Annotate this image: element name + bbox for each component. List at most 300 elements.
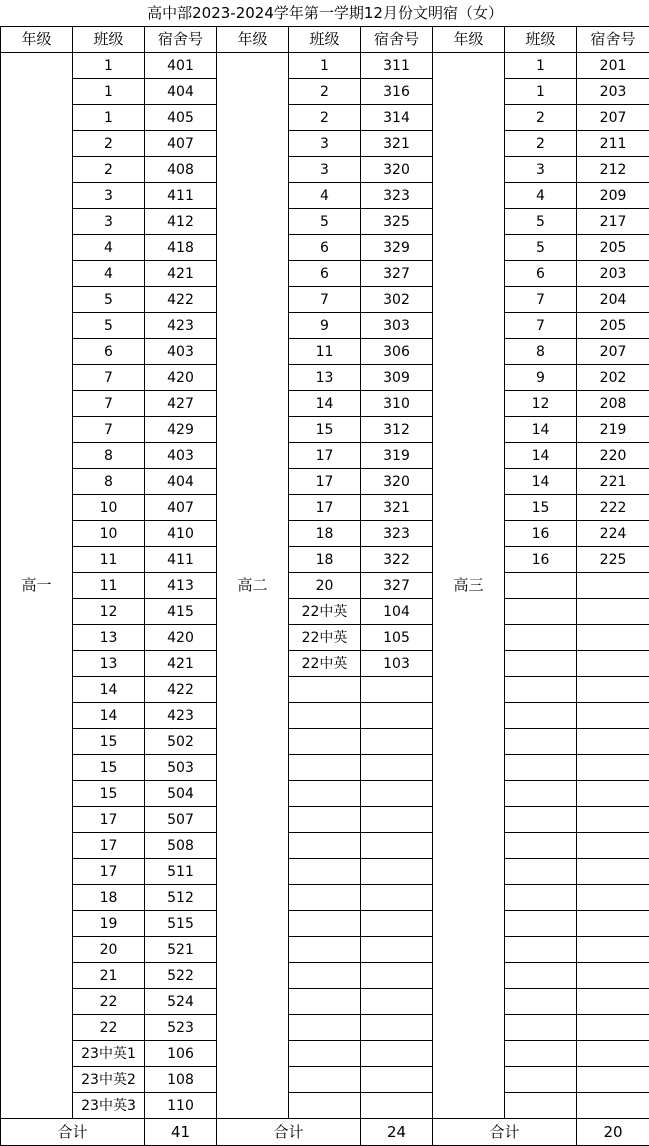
class-cell: 17 (289, 443, 361, 469)
dorm-cell: 523 (145, 1015, 217, 1041)
class-cell (505, 937, 577, 963)
dorm-cell: 415 (145, 599, 217, 625)
class-cell: 17 (289, 469, 361, 495)
class-cell (505, 807, 577, 833)
dorm-cell: 411 (145, 547, 217, 573)
class-cell: 2 (505, 105, 577, 131)
class-cell: 12 (73, 599, 145, 625)
class-cell (505, 1015, 577, 1041)
dorm-cell: 321 (361, 131, 433, 157)
class-cell: 10 (73, 495, 145, 521)
dorm-cell: 204 (577, 287, 649, 313)
dorm-cell (361, 1041, 433, 1067)
dorm-cell: 225 (577, 547, 649, 573)
dorm-cell: 207 (577, 105, 649, 131)
class-cell: 3 (289, 131, 361, 157)
class-cell: 16 (505, 521, 577, 547)
dorm-cell (577, 963, 649, 989)
dorm-cell: 421 (145, 651, 217, 677)
dorm-cell: 311 (361, 53, 433, 79)
table-row (1, 105, 649, 131)
class-cell: 22 (73, 989, 145, 1015)
class-cell: 5 (289, 209, 361, 235)
dorm-cell: 418 (145, 235, 217, 261)
dorm-cell: 427 (145, 391, 217, 417)
dorm-cell (361, 937, 433, 963)
dorm-cell: 110 (145, 1093, 217, 1119)
class-cell: 5 (505, 209, 577, 235)
header-grade-1: 年级 (1, 27, 73, 53)
grade-cell: 高二 (217, 53, 289, 1119)
class-cell: 7 (73, 391, 145, 417)
dorm-cell (361, 963, 433, 989)
class-cell: 11 (73, 573, 145, 599)
table-row (1, 625, 649, 651)
class-cell: 3 (73, 209, 145, 235)
table-row (1, 365, 649, 391)
dorm-cell: 106 (145, 1041, 217, 1067)
dorm-cell: 309 (361, 365, 433, 391)
dorm-cell: 423 (145, 703, 217, 729)
class-cell: 8 (505, 339, 577, 365)
class-cell: 16 (505, 547, 577, 573)
dorm-cell: 422 (145, 677, 217, 703)
total-value: 24 (361, 1119, 433, 1146)
class-cell (505, 1093, 577, 1119)
class-cell: 2 (505, 131, 577, 157)
class-cell (505, 677, 577, 703)
class-cell: 15 (289, 417, 361, 443)
header-row (1, 27, 649, 53)
header-dorm-2: 宿舍号 (361, 27, 433, 53)
dorm-cell: 202 (577, 365, 649, 391)
class-cell: 17 (289, 495, 361, 521)
class-cell: 14 (505, 443, 577, 469)
table-row (1, 1093, 649, 1119)
class-cell (289, 937, 361, 963)
table-row (1, 807, 649, 833)
class-cell: 1 (505, 79, 577, 105)
dorm-cell: 411 (145, 183, 217, 209)
table-row (1, 833, 649, 859)
dorm-cell (361, 859, 433, 885)
class-cell (289, 989, 361, 1015)
dorm-cell: 327 (361, 261, 433, 287)
class-cell: 12 (505, 391, 577, 417)
dorm-cell (577, 807, 649, 833)
table-row (1, 339, 649, 365)
class-cell: 6 (73, 339, 145, 365)
table-row (1, 495, 649, 521)
class-cell: 5 (73, 313, 145, 339)
dorm-cell: 205 (577, 235, 649, 261)
dorm-cell (577, 1093, 649, 1119)
dorm-cell: 420 (145, 365, 217, 391)
dorm-cell (361, 1067, 433, 1093)
dorm-cell (577, 859, 649, 885)
class-cell: 15 (73, 729, 145, 755)
class-cell: 10 (73, 521, 145, 547)
class-cell: 11 (73, 547, 145, 573)
class-cell (505, 703, 577, 729)
header-dorm-1: 宿舍号 (145, 27, 217, 53)
class-cell (289, 781, 361, 807)
class-cell: 7 (289, 287, 361, 313)
class-cell: 22中英 (289, 625, 361, 651)
dorm-cell: 322 (361, 547, 433, 573)
dorm-cell: 408 (145, 157, 217, 183)
dorm-cell: 306 (361, 339, 433, 365)
dorm-cell: 405 (145, 105, 217, 131)
class-cell: 14 (73, 703, 145, 729)
dorm-cell: 422 (145, 287, 217, 313)
class-cell (505, 599, 577, 625)
class-cell (289, 807, 361, 833)
dorm-cell: 219 (577, 417, 649, 443)
class-cell: 22中英 (289, 599, 361, 625)
class-cell: 5 (73, 287, 145, 313)
class-cell: 4 (73, 235, 145, 261)
class-cell (289, 885, 361, 911)
dorm-cell (361, 1093, 433, 1119)
class-cell (289, 1015, 361, 1041)
header-class-1: 班级 (73, 27, 145, 53)
dorm-cell: 320 (361, 157, 433, 183)
header-dorm-3: 宿舍号 (577, 27, 649, 53)
class-cell: 4 (289, 183, 361, 209)
table-row (1, 209, 649, 235)
dorm-cell (361, 911, 433, 937)
class-cell (505, 1067, 577, 1093)
class-cell (289, 1067, 361, 1093)
dorm-cell (577, 1041, 649, 1067)
table-row (1, 885, 649, 911)
class-cell (289, 1093, 361, 1119)
dorm-cell (577, 937, 649, 963)
dorm-cell (577, 625, 649, 651)
dorm-cell: 521 (145, 937, 217, 963)
table-title: 高中部2023-2024学年第一学期12月份文明宿（女） (1, 0, 649, 27)
class-cell: 23中英3 (73, 1093, 145, 1119)
class-cell (505, 729, 577, 755)
class-cell: 3 (73, 183, 145, 209)
class-cell (505, 989, 577, 1015)
dorm-cell: 522 (145, 963, 217, 989)
class-cell (505, 755, 577, 781)
dorm-cell: 403 (145, 339, 217, 365)
dorm-cell (361, 781, 433, 807)
class-cell: 13 (73, 625, 145, 651)
dorm-cell: 401 (145, 53, 217, 79)
class-cell (289, 703, 361, 729)
total-value: 20 (577, 1119, 649, 1146)
dorm-cell (361, 989, 433, 1015)
dorm-cell: 410 (145, 521, 217, 547)
class-cell: 4 (505, 183, 577, 209)
dorm-cell: 412 (145, 209, 217, 235)
dorm-cell: 104 (361, 599, 433, 625)
dorm-cell (577, 599, 649, 625)
table-row (1, 261, 649, 287)
table-row (1, 547, 649, 573)
class-cell: 15 (73, 755, 145, 781)
class-cell: 19 (73, 911, 145, 937)
class-cell (505, 781, 577, 807)
class-cell (505, 885, 577, 911)
total-row (1, 1119, 649, 1146)
class-cell: 2 (289, 105, 361, 131)
class-cell: 13 (73, 651, 145, 677)
class-cell: 14 (505, 469, 577, 495)
dorm-cell: 222 (577, 495, 649, 521)
dorm-cell (361, 677, 433, 703)
class-cell: 7 (73, 417, 145, 443)
dorm-cell: 103 (361, 651, 433, 677)
dorm-cell: 302 (361, 287, 433, 313)
table-row (1, 1067, 649, 1093)
dorm-cell: 208 (577, 391, 649, 417)
title-row (1, 0, 649, 27)
class-cell: 3 (505, 157, 577, 183)
dorm-cell (361, 729, 433, 755)
dorm-cell: 502 (145, 729, 217, 755)
dorm-cell (361, 1015, 433, 1041)
dorm-cell (577, 911, 649, 937)
dorm-cell: 420 (145, 625, 217, 651)
dorm-cell: 314 (361, 105, 433, 131)
header-class-3: 班级 (505, 27, 577, 53)
table-row (1, 859, 649, 885)
class-cell: 4 (73, 261, 145, 287)
table-row (1, 443, 649, 469)
dorm-cell: 201 (577, 53, 649, 79)
table-row (1, 287, 649, 313)
class-cell: 20 (73, 937, 145, 963)
class-cell (289, 963, 361, 989)
dorm-cell: 504 (145, 781, 217, 807)
dorm-cell: 312 (361, 417, 433, 443)
class-cell (505, 911, 577, 937)
class-cell: 15 (73, 781, 145, 807)
dorm-cell: 205 (577, 313, 649, 339)
dorm-cell: 220 (577, 443, 649, 469)
class-cell: 14 (505, 417, 577, 443)
dorm-cell (577, 651, 649, 677)
class-cell: 1 (73, 105, 145, 131)
table-row (1, 677, 649, 703)
dorm-cell: 511 (145, 859, 217, 885)
table-row (1, 183, 649, 209)
class-cell: 6 (289, 261, 361, 287)
dorm-cell: 316 (361, 79, 433, 105)
class-cell: 1 (73, 53, 145, 79)
class-cell: 3 (289, 157, 361, 183)
class-cell: 9 (289, 313, 361, 339)
class-cell (289, 833, 361, 859)
dorm-cell: 429 (145, 417, 217, 443)
dorm-cell: 413 (145, 573, 217, 599)
table-row (1, 963, 649, 989)
dorm-cell (361, 833, 433, 859)
total-label: 合计 (217, 1119, 361, 1146)
dorm-cell: 217 (577, 209, 649, 235)
dorm-cell: 310 (361, 391, 433, 417)
dorm-cell (577, 729, 649, 755)
table-row (1, 937, 649, 963)
dorm-cell: 325 (361, 209, 433, 235)
dorm-cell (577, 1067, 649, 1093)
table-row (1, 911, 649, 937)
class-cell: 2 (73, 157, 145, 183)
dorm-cell (361, 807, 433, 833)
class-cell: 8 (73, 469, 145, 495)
class-cell: 1 (289, 53, 361, 79)
class-cell: 17 (73, 833, 145, 859)
class-cell: 1 (73, 79, 145, 105)
dorm-cell: 421 (145, 261, 217, 287)
class-cell (289, 729, 361, 755)
dorm-cell: 303 (361, 313, 433, 339)
class-cell (289, 859, 361, 885)
class-cell: 11 (289, 339, 361, 365)
dorm-cell: 203 (577, 79, 649, 105)
table-row (1, 755, 649, 781)
dorm-cell: 329 (361, 235, 433, 261)
grade-cell: 高三 (433, 53, 505, 1119)
table-row (1, 469, 649, 495)
total-label: 合计 (433, 1119, 577, 1146)
class-cell: 17 (73, 859, 145, 885)
class-cell (289, 1041, 361, 1067)
dorm-cell: 404 (145, 469, 217, 495)
dorm-cell: 327 (361, 573, 433, 599)
dorm-cell (577, 703, 649, 729)
class-cell: 8 (73, 443, 145, 469)
dorm-cell: 319 (361, 443, 433, 469)
dorm-cell (361, 885, 433, 911)
class-cell: 23中英1 (73, 1041, 145, 1067)
dorm-cell: 221 (577, 469, 649, 495)
dorm-cell: 507 (145, 807, 217, 833)
table-row (1, 599, 649, 625)
dorm-cell: 321 (361, 495, 433, 521)
dorm-cell: 403 (145, 443, 217, 469)
dorm-cell: 407 (145, 495, 217, 521)
dorm-cell: 108 (145, 1067, 217, 1093)
class-cell: 7 (505, 287, 577, 313)
dorm-cell: 209 (577, 183, 649, 209)
dorm-cell: 515 (145, 911, 217, 937)
class-cell (289, 755, 361, 781)
header-grade-2: 年级 (217, 27, 289, 53)
class-cell (289, 911, 361, 937)
class-cell: 15 (505, 495, 577, 521)
class-cell: 18 (73, 885, 145, 911)
class-cell (505, 573, 577, 599)
class-cell: 21 (73, 963, 145, 989)
table-row (1, 573, 649, 599)
total-label: 合计 (1, 1119, 145, 1146)
dorm-cell (577, 989, 649, 1015)
class-cell: 18 (289, 521, 361, 547)
class-cell: 14 (289, 391, 361, 417)
dorm-cell: 224 (577, 521, 649, 547)
dorm-cell: 211 (577, 131, 649, 157)
dorm-cell: 323 (361, 521, 433, 547)
dorm-cell: 423 (145, 313, 217, 339)
class-cell: 20 (289, 573, 361, 599)
class-cell (289, 677, 361, 703)
dorm-cell: 512 (145, 885, 217, 911)
class-cell: 17 (73, 807, 145, 833)
class-cell: 2 (289, 79, 361, 105)
class-cell: 2 (73, 131, 145, 157)
table-row (1, 651, 649, 677)
table-row (1, 391, 649, 417)
class-cell: 6 (505, 261, 577, 287)
grade-cell: 高一 (1, 53, 73, 1119)
table-row (1, 157, 649, 183)
dorm-cell (577, 833, 649, 859)
dorm-cell: 407 (145, 131, 217, 157)
class-cell: 5 (505, 235, 577, 261)
dorm-cell (577, 755, 649, 781)
header-grade-3: 年级 (433, 27, 505, 53)
class-cell: 22 (73, 1015, 145, 1041)
class-cell: 18 (289, 547, 361, 573)
total-value: 41 (145, 1119, 217, 1146)
dorm-cell (361, 755, 433, 781)
table-row (1, 235, 649, 261)
class-cell: 1 (505, 53, 577, 79)
table-row (1, 989, 649, 1015)
class-cell: 9 (505, 365, 577, 391)
dorm-cell (577, 781, 649, 807)
table-row (1, 703, 649, 729)
table-row (1, 53, 649, 79)
class-cell (505, 833, 577, 859)
dorm-cell (361, 703, 433, 729)
class-cell (505, 651, 577, 677)
dorm-cell: 404 (145, 79, 217, 105)
class-cell (505, 859, 577, 885)
class-cell: 22中英 (289, 651, 361, 677)
dorm-cell: 508 (145, 833, 217, 859)
dorm-cell (577, 1015, 649, 1041)
class-cell (505, 963, 577, 989)
table-row (1, 1041, 649, 1067)
dorm-cell: 524 (145, 989, 217, 1015)
dorm-cell: 203 (577, 261, 649, 287)
table-row (1, 313, 649, 339)
class-cell: 23中英2 (73, 1067, 145, 1093)
table-row (1, 417, 649, 443)
table-row (1, 781, 649, 807)
class-cell: 14 (73, 677, 145, 703)
table-row (1, 521, 649, 547)
class-cell (505, 625, 577, 651)
class-cell: 6 (289, 235, 361, 261)
table-row (1, 79, 649, 105)
dorm-cell (577, 677, 649, 703)
table-row (1, 1015, 649, 1041)
dorm-cell: 503 (145, 755, 217, 781)
dorm-cell: 207 (577, 339, 649, 365)
header-class-2: 班级 (289, 27, 361, 53)
class-cell: 7 (505, 313, 577, 339)
dorm-cell (577, 573, 649, 599)
class-cell (505, 1041, 577, 1067)
